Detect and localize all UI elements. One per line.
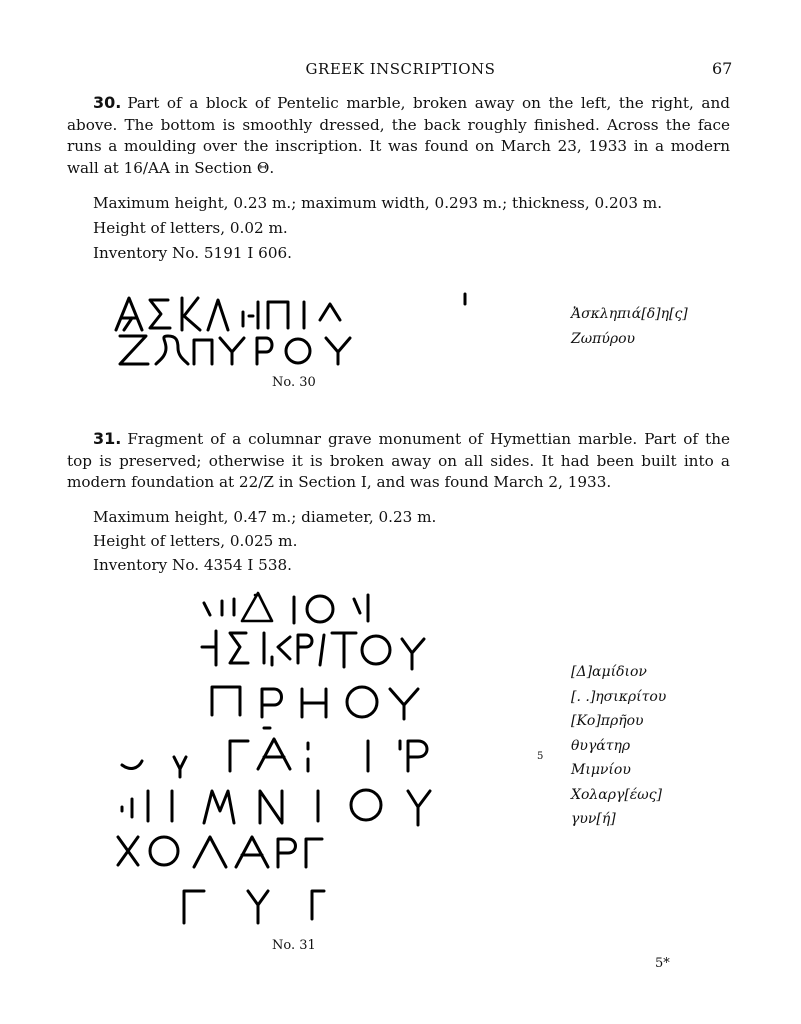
- transcription-line: [Κο]πρῆου: [571, 713, 644, 729]
- entry-31-description: [67, 428, 730, 494]
- entry-31-dimensions: Maximum height, 0.47 m.; diameter, 0.23 m.: [93, 508, 437, 526]
- entry-30-number: 30.: [93, 93, 122, 112]
- page-number: 67: [712, 59, 733, 78]
- transcription-line: [. .]ησικρίτου: [571, 688, 667, 705]
- entry-30-inventory: Inventory No. 5191 I 606.: [93, 244, 292, 262]
- transcription-line: θυγάτηρ: [571, 737, 631, 754]
- inscription-30-facsimile: [112, 290, 482, 370]
- transcription-line: Μιμνίου: [571, 762, 631, 778]
- line-number-marker: 5: [537, 751, 544, 762]
- entry-30-dimensions: Maximum height, 0.23 m.; maximum width, 0.293 m.; thickness, 0.203 m.: [93, 194, 663, 212]
- entry-30-description: [67, 92, 730, 179]
- entry-31-letter-height: Height of letters, 0.025 m.: [93, 532, 298, 550]
- entry-31-body: Fragment of a columnar grave monument of Hymettian marble. Part of the top is preserved; otherwise it is broken away on all sides. It had been built into a modern foundation at 22/Ζ in Section Ι, and was found March 2, 1933.: [67, 430, 730, 491]
- figure-caption-30: No. 30: [272, 375, 316, 390]
- running-header: GREEK INSCRIPTIONS: [305, 60, 496, 78]
- transcription-line: [Δ]αμίδιον: [571, 664, 647, 680]
- entry-31-inventory: Inventory No. 4354 I 538.: [93, 556, 292, 574]
- entry-31-number: 31.: [93, 429, 122, 448]
- transcription-line: Χολαργ[έως]: [571, 786, 663, 803]
- figure-caption-31: No. 31: [272, 938, 316, 953]
- transcription-line: γυν[ή]: [571, 811, 616, 827]
- entry-30-letter-height: Height of letters, 0.02 m.: [93, 219, 288, 237]
- transcription-line: Ἀσκληπιά[δ]η[ς]: [571, 306, 688, 322]
- signature-mark: 5*: [655, 956, 670, 971]
- transcription-30: [571, 302, 688, 351]
- transcription-31: [571, 660, 666, 832]
- entry-30-body: Part of a block of Pentelic marble, broken away on the left, the right, and above. The bottom is smoothly dressed, the back roughly finished. Across the face runs a moulding over the inscription. It was found on March 23, 1933 in a modern wall at 16/ΑΑ in Section Θ.: [67, 94, 730, 177]
- transcription-line: Ζωπύρου: [571, 330, 636, 347]
- inscription-31-facsimile: [112, 585, 482, 930]
